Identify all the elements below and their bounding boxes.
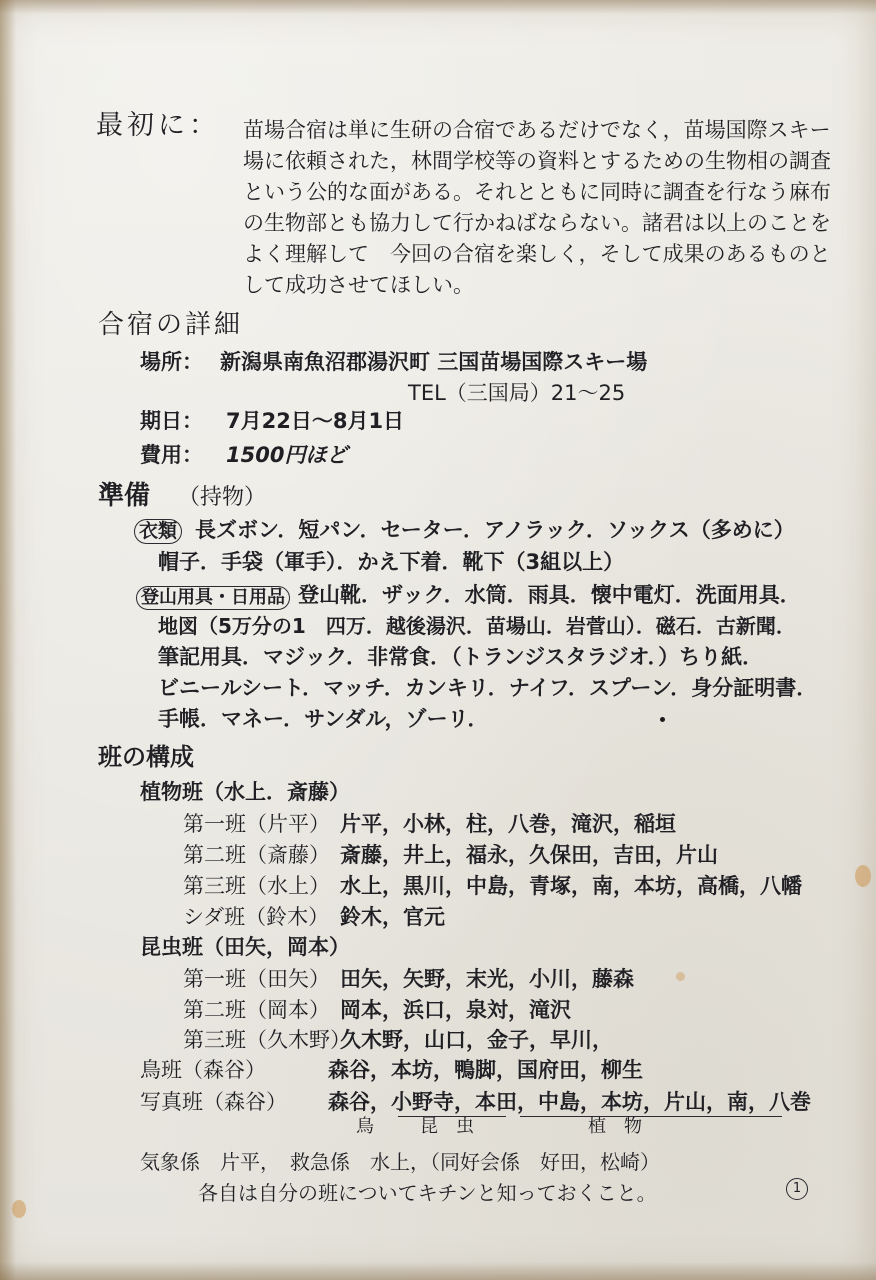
rust-stain bbox=[676, 972, 685, 981]
bird-group-members: 森谷，本坊，鴨脚，国府田，柳生 bbox=[328, 1058, 643, 1082]
gear-line: ビニールシート．マッチ．カンキリ．ナイフ．スプーン．身分証明書． bbox=[158, 676, 818, 700]
plant-group-title: 植物班（水上．斎藤） bbox=[140, 780, 350, 804]
insect-subgroup-members: 岡本，浜口，泉対，滝沢 bbox=[340, 998, 571, 1022]
prep-heading: 準備 bbox=[98, 481, 151, 511]
page-number: 1 bbox=[786, 1178, 808, 1200]
photo-group-members: 森谷，小野寺，本田，中島，本坊，片山，南，八巻 bbox=[328, 1090, 811, 1114]
intro-line: して成功させてほしい。 bbox=[243, 273, 474, 297]
gear-line: 登山靴．ザック．水筒．雨具．懐中電灯．洗面用具． bbox=[298, 583, 801, 607]
clothes-line: 長ズボン．短パン．セーター．アノラック．ソックス（多めに） bbox=[195, 518, 795, 542]
rust-stain bbox=[855, 865, 871, 887]
groups-heading: 班の構成 bbox=[98, 743, 194, 771]
photo-group-name: 写真班（森谷） bbox=[140, 1090, 287, 1114]
gear-line: 筆記用具．マジック．非常食．（トランジスタラジオ．）ちり紙． bbox=[158, 645, 764, 669]
prep-heading-sub: （持物） bbox=[178, 485, 267, 510]
insect-subgroup-name: 第三班（久木野） bbox=[183, 1028, 351, 1052]
gear-line: 地図（5万分の1 四万．越後湯沢．苗場山．岩菅山）．磁石．古新聞． bbox=[158, 614, 796, 638]
cost-value: 1500円ほど bbox=[226, 443, 348, 467]
clothes-line: 帽子．手袋（軍手）．かえ下着．靴下（3組以上） bbox=[158, 550, 625, 574]
rust-stain bbox=[12, 1200, 26, 1218]
plant-subgroup-name: 第三班（水上） bbox=[183, 874, 330, 898]
plant-subgroup-members: 片平，小林，柱，八巻，滝沢，稲垣 bbox=[340, 812, 676, 836]
paper-edge-top bbox=[0, 0, 876, 14]
insect-subgroup-members: 田矢，矢野，末光，小川，藤森 bbox=[340, 967, 634, 991]
place-value: 新潟県南魚沼郡湯沢町 三国苗場国際スキー場 bbox=[220, 350, 648, 374]
plant-subgroup-members: 鈴木，官元 bbox=[340, 905, 445, 929]
cost-label: 費用： bbox=[140, 443, 203, 467]
intro-line: という公的な面がある。それとともに同時に調査を行なう麻布 bbox=[243, 180, 831, 204]
gear-tag: 登山用具・日用品 bbox=[136, 586, 290, 610]
photo-sub-plant: 植 物 bbox=[588, 1116, 642, 1137]
intro-line: 場に依頼された，林間学校等の資料とするための生物相の調査 bbox=[243, 149, 831, 173]
plant-subgroup-name: 第一班（片平） bbox=[183, 812, 330, 836]
dates-value: 7月22日～8月1日 bbox=[226, 409, 405, 433]
insect-subgroup-name: 第一班（田矢） bbox=[183, 967, 330, 991]
photo-sub-insect: 昆 虫 bbox=[420, 1116, 474, 1137]
intro-heading: 最初に： bbox=[96, 110, 220, 141]
dates-label: 期日： bbox=[140, 409, 203, 433]
tel-value: TEL（三国局）21～25 bbox=[408, 381, 626, 405]
gear-line: 手帳．マネー．サンダル，ゾーリ． bbox=[158, 707, 489, 731]
underline-plant bbox=[520, 1116, 782, 1117]
place-label: 場所： bbox=[140, 350, 203, 374]
insect-subgroup-members: 久木野，山口，金子，早川， bbox=[340, 1028, 613, 1052]
details-heading: 合宿の詳細 bbox=[98, 310, 244, 340]
photo-sub-bird: 鳥 bbox=[356, 1116, 374, 1137]
plant-subgroup-members: 斎藤，井上，福永，久保田，吉田，片山 bbox=[340, 843, 718, 867]
ink-dot bbox=[660, 717, 665, 722]
closing-note: 各自は自分の班についてキチンと知っておくこと。 bbox=[198, 1181, 657, 1205]
paper-edge-bottom bbox=[0, 1262, 876, 1280]
plant-subgroup-name: 第二班（斎藤） bbox=[183, 843, 330, 867]
intro-line: の生物部とも協力して行かねばならない。諸君は以上のことを bbox=[243, 211, 831, 235]
insect-subgroup-name: 第二班（岡本） bbox=[183, 998, 330, 1022]
plant-subgroup-members: 水上，黒川，中島，青塚，南，本坊，高橋，八幡 bbox=[340, 874, 802, 898]
paper-edge-left bbox=[0, 0, 16, 1280]
insect-group-title: 昆虫班（田矢，岡本） bbox=[140, 935, 350, 959]
clothes-tag: 衣類 bbox=[134, 519, 182, 544]
plant-subgroup-name: シダ班（鈴木） bbox=[183, 905, 330, 929]
intro-line: よく理解して 今回の合宿を楽しく，そして成果のあるものと bbox=[243, 242, 831, 266]
bird-group-name: 鳥班（森谷） bbox=[140, 1058, 266, 1082]
intro-line: 苗場合宿は単に生研の合宿であるだけでなく，苗場国際スキー bbox=[243, 118, 831, 142]
roles-line: 気象係 片平， 救急係 水上，（同好会係 好田，松崎） bbox=[140, 1150, 660, 1174]
